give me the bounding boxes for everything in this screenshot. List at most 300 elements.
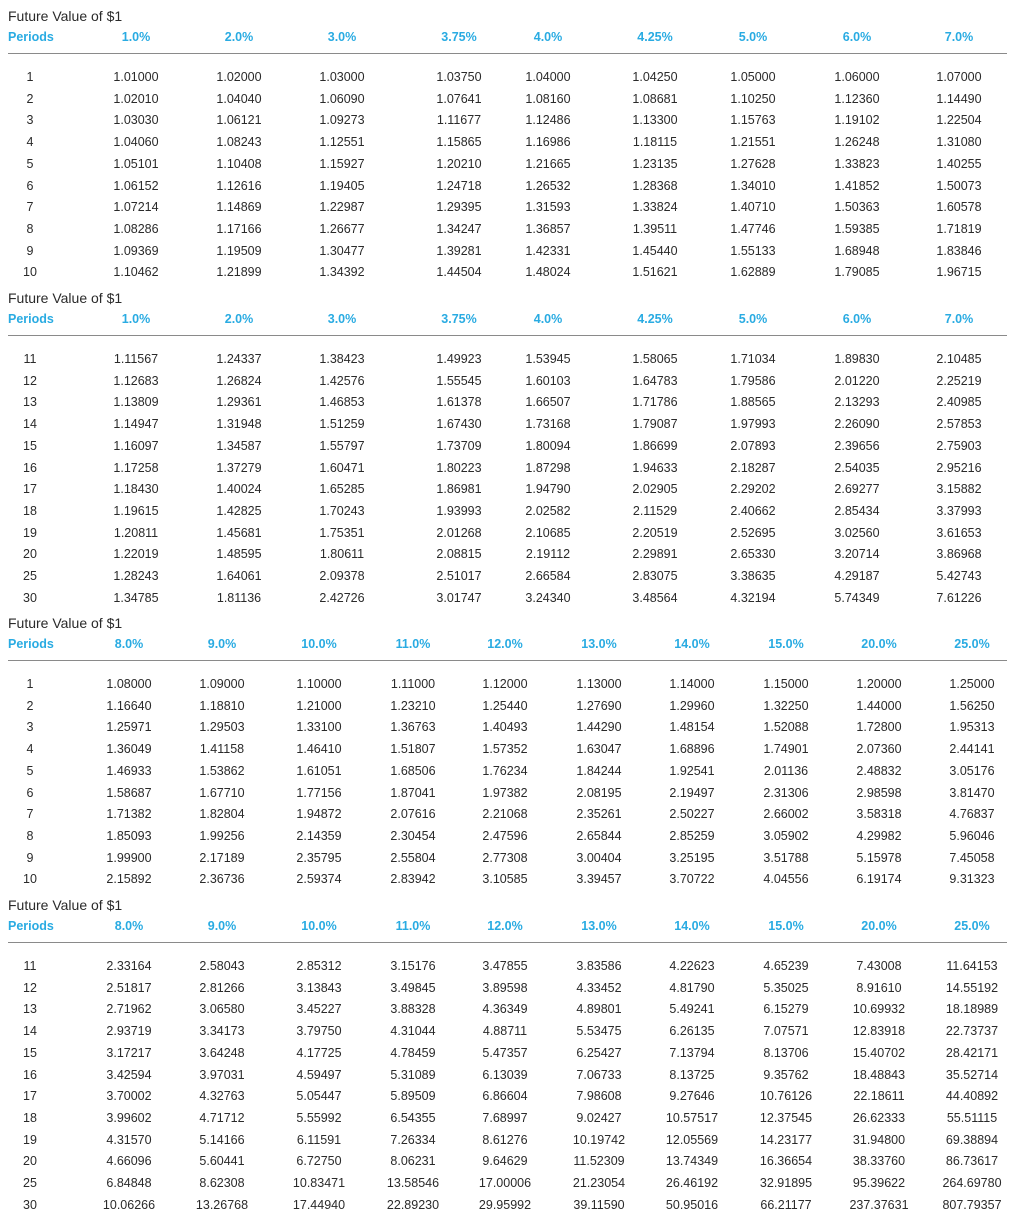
value-cell: 1.18430 — [113, 482, 159, 497]
value-cell: 6.15279 — [763, 1002, 809, 1017]
period-cell: 14 — [23, 417, 37, 432]
table-row — [0, 265, 1015, 281]
value-cell: 3.24340 — [525, 590, 571, 605]
value-cell: 18.48843 — [852, 1067, 906, 1082]
value-cell: 2.11529 — [632, 503, 678, 518]
value-cell: 4.66096 — [106, 1154, 152, 1169]
value-cell: 3.70722 — [669, 872, 715, 887]
value-cell: 2.39656 — [834, 438, 880, 453]
value-cell: 1.85093 — [106, 828, 152, 843]
rate-header: 25.0% — [954, 637, 990, 651]
value-cell: 3.15882 — [936, 482, 982, 497]
value-cell: 2.14359 — [296, 828, 342, 843]
value-cell: 1.18810 — [199, 698, 245, 713]
periods-header: Periods — [8, 919, 54, 933]
value-cell: 1.73709 — [436, 438, 482, 453]
value-cell: 1.25440 — [482, 698, 528, 713]
value-cell: 2.20519 — [632, 525, 678, 540]
value-cell: 1.18115 — [632, 135, 678, 150]
value-cell: 1.15000 — [763, 677, 809, 691]
value-cell: 66.21177 — [760, 1197, 812, 1212]
value-cell: 1.89830 — [834, 352, 880, 366]
value-cell: 10.19742 — [572, 1132, 626, 1147]
period-cell: 25 — [23, 569, 37, 583]
value-cell: 1.21899 — [216, 265, 262, 280]
value-cell: 1.12683 — [113, 373, 159, 388]
value-cell: 1.88565 — [730, 395, 776, 410]
value-cell: 2.54035 — [834, 460, 880, 475]
value-cell: 55.51115 — [946, 1110, 998, 1125]
value-cell: 1.05101 — [113, 156, 159, 171]
value-cell: 5.35025 — [763, 980, 809, 995]
value-cell: 4.04556 — [763, 872, 809, 887]
header-row — [0, 30, 1015, 48]
value-cell: 16.36654 — [759, 1154, 813, 1169]
value-cell: 1.12000 — [482, 677, 528, 691]
rate-header: 20.0% — [861, 919, 897, 933]
rate-header: 13.0% — [581, 637, 617, 651]
value-cell: 1.14000 — [669, 677, 715, 691]
value-cell: 35.52714 — [945, 1067, 999, 1082]
value-cell: 1.76234 — [482, 763, 528, 778]
value-cell: 2.44141 — [949, 742, 995, 757]
value-cell: 2.08815 — [436, 547, 482, 562]
value-cell: 14.55192 — [945, 980, 999, 995]
value-cell: 1.94633 — [632, 460, 678, 475]
value-cell: 3.05176 — [949, 763, 995, 778]
rate-header: 8.0% — [114, 919, 144, 933]
value-cell: 1.86981 — [436, 482, 482, 497]
value-cell: 2.93719 — [106, 1024, 152, 1039]
period-cell: 12 — [23, 980, 37, 995]
value-cell: 3.58318 — [856, 807, 902, 822]
periods-header: Periods — [8, 30, 54, 44]
value-cell: 7.45058 — [949, 850, 995, 865]
value-cell: 1.64783 — [632, 373, 678, 388]
value-cell: 1.36049 — [106, 742, 152, 757]
value-cell: 1.04040 — [216, 91, 262, 106]
table-row — [0, 179, 1015, 195]
value-cell: 1.42576 — [319, 373, 365, 388]
value-cell: 1.30477 — [319, 243, 365, 258]
value-cell: 4.59497 — [296, 1067, 342, 1082]
value-cell: 1.92541 — [669, 763, 715, 778]
value-cell: 2.02582 — [525, 503, 571, 518]
value-cell: 2.66002 — [763, 807, 809, 822]
value-cell: 1.06121 — [216, 113, 262, 128]
value-cell: 4.31044 — [390, 1024, 436, 1039]
value-cell: 2.10685 — [525, 525, 571, 540]
value-cell: 1.37279 — [216, 460, 262, 475]
value-cell: 1.49923 — [436, 352, 482, 366]
value-cell: 1.36857 — [525, 221, 571, 236]
value-cell: 1.29960 — [669, 698, 715, 713]
value-cell: 1.83846 — [936, 243, 982, 258]
value-cell: 1.45681 — [216, 525, 262, 540]
value-cell: 1.10462 — [113, 265, 159, 280]
value-cell: 3.42594 — [106, 1067, 152, 1082]
period-cell: 7 — [26, 200, 34, 215]
value-cell: 1.65285 — [319, 482, 365, 497]
value-cell: 4.32763 — [199, 1089, 245, 1104]
value-cell: 1.33824 — [632, 200, 678, 215]
period-cell: 30 — [23, 1197, 37, 1212]
value-cell: 1.08160 — [525, 91, 571, 106]
value-cell: 1.21551 — [730, 135, 776, 150]
value-cell: 2.25219 — [936, 373, 982, 388]
value-cell: 17.00006 — [478, 1176, 532, 1190]
value-cell: 1.10250 — [730, 91, 776, 106]
fv-table — [0, 615, 1015, 894]
value-cell: 1.40710 — [730, 200, 776, 215]
period-cell: 6 — [26, 178, 34, 193]
table-title: Future Value of $1 — [8, 8, 123, 24]
value-cell: 1.45440 — [632, 243, 678, 258]
value-cell: 2.71962 — [106, 1002, 152, 1017]
value-cell: 1.71786 — [632, 395, 678, 410]
table-title: Future Value of $1 — [8, 290, 123, 306]
table-title: Future Value of $1 — [8, 615, 123, 631]
value-cell: 5.05447 — [296, 1089, 342, 1104]
value-cell: 5.14166 — [199, 1132, 245, 1147]
table-row — [0, 591, 1015, 607]
value-cell: 1.08243 — [216, 135, 262, 150]
value-cell: 2.01136 — [763, 763, 809, 778]
periods-header: Periods — [8, 637, 54, 651]
value-cell: 1.12551 — [319, 135, 365, 150]
value-cell: 1.60103 — [525, 373, 571, 388]
value-cell: 1.02010 — [113, 91, 159, 106]
value-cell: 5.42743 — [936, 569, 982, 583]
value-cell: 22.73737 — [945, 1024, 999, 1039]
table-row — [0, 1002, 1015, 1018]
value-cell: 1.07000 — [936, 70, 982, 84]
value-cell: 1.20811 — [113, 525, 159, 540]
rate-header: 3.75% — [441, 30, 477, 44]
period-cell: 13 — [23, 1002, 37, 1017]
value-cell: 7.98608 — [576, 1089, 622, 1104]
value-cell: 1.40255 — [936, 156, 982, 171]
value-cell: 1.72800 — [856, 720, 902, 735]
value-cell: 1.31593 — [525, 200, 571, 215]
value-cell: 1.13809 — [113, 395, 159, 410]
table-row — [0, 417, 1015, 433]
value-cell: 2.10485 — [936, 352, 982, 366]
value-cell: 3.70002 — [106, 1089, 152, 1104]
table-row — [0, 764, 1015, 780]
value-cell: 1.71819 — [936, 221, 982, 236]
value-cell: 2.17189 — [199, 850, 245, 865]
rate-header: 6.0% — [842, 312, 872, 326]
value-cell: 1.71034 — [730, 352, 776, 366]
value-cell: 1.05000 — [730, 70, 776, 84]
table-row — [0, 374, 1015, 390]
value-cell: 10.06266 — [102, 1197, 156, 1212]
value-cell: 2.02905 — [632, 482, 678, 497]
header-divider — [8, 335, 1007, 336]
period-cell: 14 — [23, 1024, 37, 1039]
value-cell: 1.02000 — [216, 70, 262, 84]
fv-table — [0, 290, 1015, 612]
value-cell: 1.51259 — [319, 417, 365, 432]
value-cell: 1.16640 — [106, 698, 152, 713]
table-row — [0, 200, 1015, 216]
value-cell: 1.57352 — [482, 742, 528, 757]
value-cell: 1.26532 — [525, 178, 571, 193]
value-cell: 1.99256 — [199, 828, 245, 843]
rate-header: 4.25% — [637, 30, 673, 44]
value-cell: 1.26248 — [834, 135, 880, 150]
value-cell: 10.83471 — [292, 1176, 346, 1190]
value-cell: 2.85434 — [834, 503, 880, 518]
value-cell: 11.52309 — [573, 1154, 625, 1169]
value-cell: 1.29395 — [436, 200, 482, 215]
value-cell: 1.41852 — [834, 178, 880, 193]
period-cell: 2 — [26, 698, 34, 713]
value-cell: 6.13039 — [482, 1067, 528, 1082]
table-row — [0, 872, 1015, 888]
table-row — [0, 786, 1015, 802]
value-cell: 2.77308 — [482, 850, 528, 865]
value-cell: 2.09378 — [319, 569, 365, 583]
value-cell: 2.85259 — [669, 828, 715, 843]
value-cell: 50.95016 — [665, 1197, 719, 1212]
period-cell: 25 — [23, 1176, 37, 1190]
period-cell: 11 — [23, 959, 37, 973]
value-cell: 2.01220 — [834, 373, 880, 388]
value-cell: 4.81790 — [669, 980, 715, 995]
value-cell: 10.57517 — [665, 1110, 719, 1125]
value-cell: 1.19102 — [834, 113, 880, 128]
value-cell: 1.22987 — [319, 200, 365, 215]
period-cell: 3 — [26, 113, 34, 128]
value-cell: 6.86604 — [482, 1089, 528, 1104]
value-cell: 1.34392 — [319, 265, 365, 280]
value-cell: 1.97382 — [482, 785, 528, 800]
value-cell: 1.04060 — [113, 135, 159, 150]
value-cell: 31.94800 — [852, 1132, 906, 1147]
value-cell: 28.42171 — [945, 1045, 999, 1060]
value-cell: 1.27690 — [576, 698, 622, 713]
table-row — [0, 482, 1015, 498]
table-row — [0, 92, 1015, 108]
value-cell: 1.01000 — [113, 70, 159, 84]
value-cell: 7.43008 — [856, 959, 902, 973]
value-cell: 2.51817 — [106, 980, 152, 995]
value-cell: 5.47357 — [482, 1045, 528, 1060]
value-cell: 12.05569 — [665, 1132, 719, 1147]
value-cell: 1.31080 — [936, 135, 982, 150]
value-cell: 2.55804 — [390, 850, 436, 865]
table-row — [0, 1068, 1015, 1084]
period-cell: 20 — [23, 547, 37, 562]
value-cell: 11.64153 — [946, 959, 998, 973]
value-cell: 3.89598 — [482, 980, 528, 995]
value-cell: 1.84244 — [576, 763, 622, 778]
value-cell: 3.61653 — [936, 525, 982, 540]
period-cell: 16 — [23, 460, 37, 475]
value-cell: 1.12616 — [216, 178, 262, 193]
value-cell: 4.78459 — [390, 1045, 436, 1060]
rate-header: 3.0% — [327, 30, 357, 44]
rate-header: 1.0% — [121, 312, 151, 326]
value-cell: 3.00404 — [576, 850, 622, 865]
value-cell: 1.23135 — [632, 156, 678, 171]
value-cell: 2.33164 — [106, 959, 152, 973]
value-cell: 1.56250 — [949, 698, 995, 713]
value-cell: 2.31306 — [763, 785, 809, 800]
value-cell: 8.13725 — [669, 1067, 715, 1082]
value-cell: 1.47746 — [730, 221, 776, 236]
value-cell: 1.67710 — [199, 785, 245, 800]
value-cell: 1.58687 — [106, 785, 152, 800]
value-cell: 6.19174 — [856, 872, 902, 887]
period-cell: 18 — [23, 503, 37, 518]
value-cell: 1.12486 — [525, 113, 571, 128]
period-cell: 6 — [26, 785, 34, 800]
value-cell: 3.38635 — [730, 569, 776, 583]
period-cell: 9 — [26, 850, 34, 865]
rate-header: 10.0% — [301, 919, 337, 933]
rate-header: 9.0% — [207, 637, 237, 651]
value-cell: 1.11000 — [390, 677, 436, 691]
table-row — [0, 439, 1015, 455]
value-cell: 2.83942 — [390, 872, 436, 887]
value-cell: 1.46933 — [106, 763, 152, 778]
value-cell: 2.30454 — [390, 828, 436, 843]
value-cell: 3.64248 — [199, 1045, 245, 1060]
value-cell: 1.60578 — [936, 200, 982, 215]
value-cell: 3.39457 — [576, 872, 622, 887]
table-row — [0, 1024, 1015, 1040]
value-cell: 2.65844 — [576, 828, 622, 843]
table-row — [0, 113, 1015, 129]
header-divider — [8, 942, 1007, 943]
value-cell: 38.33760 — [852, 1154, 906, 1169]
value-cell: 1.77156 — [296, 785, 342, 800]
value-cell: 1.68506 — [390, 763, 436, 778]
value-cell: 1.03030 — [113, 113, 159, 128]
table-row — [0, 1089, 1015, 1105]
value-cell: 2.40662 — [730, 503, 776, 518]
value-cell: 1.07214 — [113, 200, 159, 215]
value-cell: 1.26824 — [216, 373, 262, 388]
value-cell: 3.47855 — [482, 959, 528, 973]
period-cell: 17 — [23, 1089, 37, 1104]
value-cell: 1.71382 — [106, 807, 152, 822]
value-cell: 1.11567 — [113, 352, 159, 366]
value-cell: 1.06152 — [113, 178, 159, 193]
value-cell: 1.15927 — [319, 156, 365, 171]
header-row — [0, 919, 1015, 937]
value-cell: 1.94790 — [525, 482, 571, 497]
value-cell: 1.34587 — [216, 438, 262, 453]
value-cell: 2.07893 — [730, 438, 776, 453]
value-cell: 1.42331 — [525, 243, 571, 258]
fv-table — [0, 897, 1015, 1219]
value-cell: 13.26768 — [195, 1197, 249, 1212]
value-cell: 2.58043 — [199, 959, 245, 973]
period-cell: 3 — [26, 720, 34, 735]
value-cell: 2.50227 — [669, 807, 715, 822]
value-cell: 1.67430 — [436, 417, 482, 432]
rate-header: 12.0% — [487, 637, 523, 651]
value-cell: 12.83918 — [852, 1024, 906, 1039]
value-cell: 1.96715 — [936, 265, 982, 280]
value-cell: 1.81136 — [216, 590, 262, 605]
value-cell: 3.05902 — [763, 828, 809, 843]
value-cell: 1.21000 — [296, 698, 342, 713]
value-cell: 1.48154 — [669, 720, 715, 735]
value-cell: 8.62308 — [199, 1176, 245, 1190]
rate-header: 11.0% — [395, 637, 431, 651]
value-cell: 6.26135 — [669, 1024, 715, 1039]
period-cell: 19 — [23, 1132, 37, 1147]
value-cell: 1.95313 — [949, 720, 995, 735]
table-row — [0, 504, 1015, 520]
value-cell: 3.51788 — [763, 850, 809, 865]
value-cell: 7.13794 — [669, 1045, 715, 1060]
value-cell: 13.74349 — [665, 1154, 719, 1169]
period-cell: 4 — [26, 742, 34, 757]
value-cell: 18.18989 — [945, 1002, 999, 1017]
value-cell: 3.25195 — [669, 850, 715, 865]
table-row — [0, 807, 1015, 823]
value-cell: 1.15763 — [730, 113, 776, 128]
value-cell: 3.34173 — [199, 1024, 245, 1039]
rate-header: 8.0% — [114, 637, 144, 651]
table-row — [0, 851, 1015, 867]
value-cell: 3.13843 — [296, 980, 342, 995]
period-cell: 10 — [23, 872, 37, 887]
value-cell: 2.13293 — [834, 395, 880, 410]
value-cell: 44.40892 — [945, 1089, 999, 1104]
value-cell: 6.11591 — [296, 1132, 342, 1147]
header-row — [0, 637, 1015, 655]
value-cell: 1.99900 — [106, 850, 152, 865]
value-cell: 1.51621 — [632, 265, 678, 280]
value-cell: 1.68948 — [834, 243, 880, 258]
value-cell: 15.40702 — [852, 1045, 906, 1060]
value-cell: 9.27646 — [669, 1089, 715, 1104]
value-cell: 1.33823 — [834, 156, 880, 171]
value-cell: 1.63047 — [576, 742, 622, 757]
table-row — [0, 1133, 1015, 1149]
value-cell: 1.17166 — [216, 221, 262, 236]
value-cell: 1.94872 — [296, 807, 342, 822]
value-cell: 1.23210 — [390, 698, 436, 713]
table-row — [0, 526, 1015, 542]
value-cell: 1.97993 — [730, 417, 776, 432]
value-cell: 5.89509 — [390, 1089, 436, 1104]
table-row — [0, 157, 1015, 173]
value-cell: 1.14869 — [216, 200, 262, 215]
value-cell: 6.84848 — [106, 1176, 152, 1190]
value-cell: 1.66507 — [525, 395, 571, 410]
value-cell: 1.13300 — [632, 113, 678, 128]
value-cell: 7.26334 — [390, 1132, 436, 1147]
value-cell: 4.33452 — [576, 980, 622, 995]
value-cell: 1.68896 — [669, 742, 715, 757]
value-cell: 7.68997 — [482, 1110, 528, 1125]
value-cell: 86.73617 — [945, 1154, 999, 1169]
value-cell: 1.80611 — [319, 547, 365, 562]
value-cell: 3.86968 — [936, 547, 982, 562]
period-cell: 5 — [26, 156, 34, 171]
value-cell: 1.25000 — [949, 677, 995, 691]
value-cell: 5.31089 — [390, 1067, 436, 1082]
value-cell: 4.29982 — [856, 828, 902, 843]
